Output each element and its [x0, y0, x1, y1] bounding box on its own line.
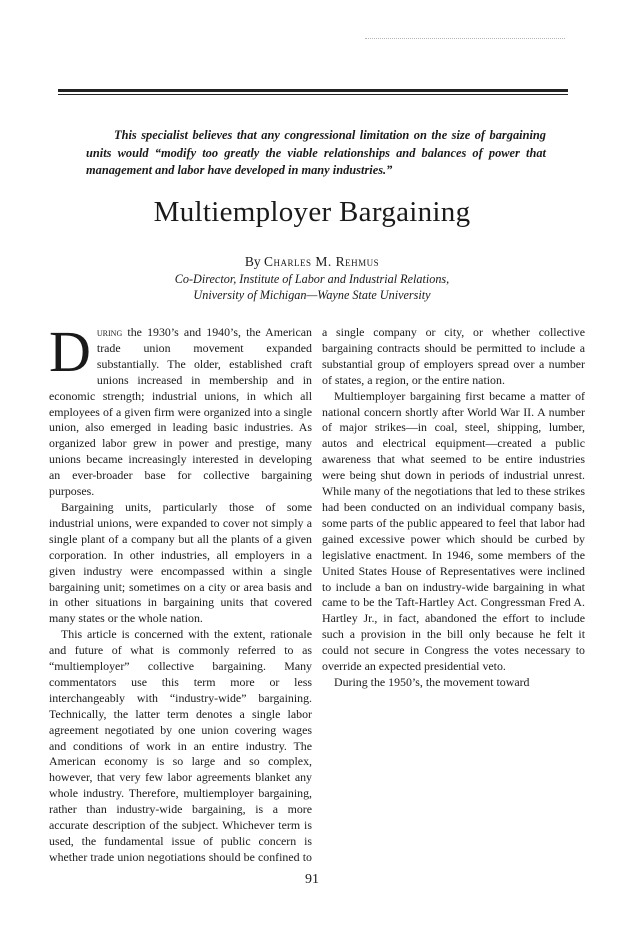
paragraph-5: During the 1950’s, the movement toward: [334, 674, 530, 689]
paragraph-2: Bargaining units, particularly those of some industrial unions, were expanded to cover not simply a single plant of a company but all the plants of a given corporation. In other industries, all employers in a given industry were encompassed within a single bargaining unit; sometimes on a city or area basis and in other situations in bargaining units that covered many states or the whole nation.: [49, 499, 312, 626]
paragraph-3-continued: a single company or city, or whether collective bargaining contracts should be permitted to include a substantial group of employers spread over a number of states, a region, or the entire nation.: [322, 325, 585, 387]
header-rule: [58, 89, 568, 95]
paragraph-3: This article is concerned with the extent, rationale and future of what is commonly referred to as “multiemployer” collective bargaining. Many commentators use this term more or less interchangeably with “industry-wide” bargaining. Technically, the latter term denotes a single labor agreement negotiated by one union covering wages and conditions of work in an entire industry. The American economy is so large and so complex, however, that very few labor agreements blanket any whole industry. Therefore, multiemployer bargaining, rather than industry-wide bargaining, is a more accurate description of the subject. Whichever term is used, the fundamental issue of public concern is whether trade union negotiations should be confined to: [49, 627, 312, 864]
top-dotted-line: [365, 38, 565, 39]
byline-prefix: By: [244, 254, 261, 269]
byline: [0, 254, 624, 270]
affiliation-line-1: Co-Director, Institute of Labor and Industrial Relations,: [174, 272, 450, 286]
affiliation-line-2: University of Michigan—Wayne State University: [193, 287, 431, 302]
drop-cap: D: [49, 319, 91, 384]
article-title: Multiemployer Bargaining: [153, 196, 471, 228]
author-affiliation: [0, 272, 624, 303]
paragraph-1: [49, 319, 312, 500]
page-number: 91: [305, 872, 319, 887]
left-column: [49, 319, 312, 866]
paragraph-4: Multiemployer bargaining first became a matter of national concern shortly after World War II. A number of major strikes—in coal, steel, shipping, lumber, autos and electrical equipment—created a public awareness that what seemed to be entire industries were being shut down in periods of industrial unrest. While many of the negotiations that led to these strikes had been conducted on an individual company basis, some parts of the public appeared to feel that labor had gained excessive power which should be curbed by legislative enactment. In 1946, some members of the United States House of Representatives were inclined to include a ban on industry-wide bargaining in what came to be the Taft-Hartley Act. Congressman Fred A. Hartley Jr., in fact, abandoned the effort to include such a provision in the bill only because he felt it could not secure in Congress the votes necessary to override an expected presidential veto.: [322, 388, 585, 674]
paragraph-1-text: the 1930’s and 1940’s, the American trade union movement expanded substantially. The older, established craft unions increased in membership and in economic strength; industrial unions, in which all employees of a given firm were organized into a single union, also emerged in leading basic industries. As organized labor grew in power and prestige, many unions became increasingly interested in developing an ever-broader base for collective bargaining purposes.: [49, 325, 312, 499]
paragraph-1-lead: uring: [96, 325, 123, 339]
right-column: [322, 325, 585, 691]
author-name: Charles M. Rehmus: [263, 254, 380, 269]
header-rule-thin: [58, 94, 568, 95]
intro-blurb: This specialist believes that any congressional limitation on the size of bargaining units would “modify too greatly the viable relationships and balances of power that management and labor have developed in many industries.”: [86, 128, 546, 177]
